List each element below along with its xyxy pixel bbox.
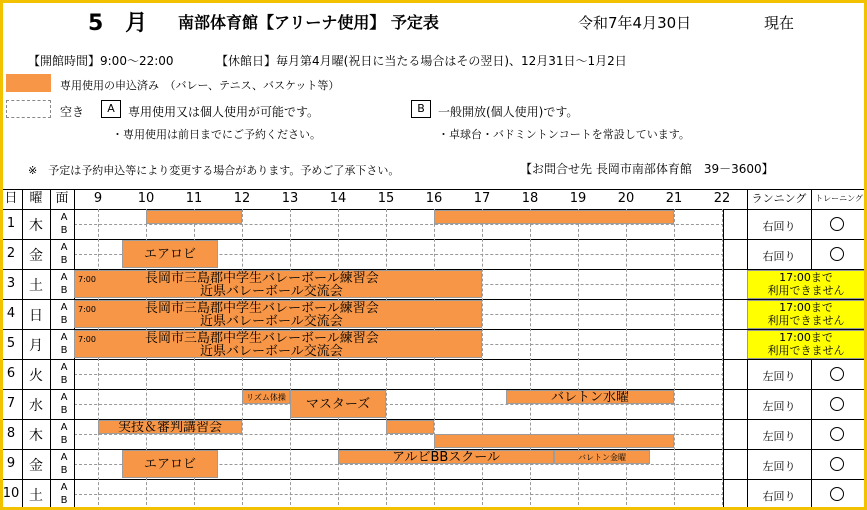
page-title: 南部体育館【アリーナ使用】 予定表 xyxy=(178,13,439,32)
event-start-time: 7:00 xyxy=(78,275,96,284)
training-available-icon xyxy=(830,217,844,231)
opening-hours: 【開館時間】9:00～22:00 xyxy=(28,54,174,68)
running-warning-line1: 17:00まで xyxy=(779,271,833,284)
day-cell: 9 xyxy=(6,456,16,471)
hour-gridline xyxy=(242,209,243,510)
dow-cell: 金 xyxy=(29,458,43,474)
running-warning xyxy=(747,330,865,359)
face-a-label: A xyxy=(60,212,68,223)
hour-gridline xyxy=(530,209,531,510)
legend-booked-swatch xyxy=(6,74,51,92)
event-title-line2: 近県バレーボール交流会 xyxy=(200,284,343,298)
hour-gridline xyxy=(578,209,579,510)
event-title-line1: 長岡市三島郡中学生バレーボール練習会 xyxy=(145,331,379,346)
hour-label: 22 xyxy=(713,191,731,206)
hour-label: 14 xyxy=(329,191,347,206)
dow-cell: 火 xyxy=(29,368,43,384)
legend-a-box: A xyxy=(101,100,121,118)
day-cell: 4 xyxy=(6,306,16,321)
training-available-icon xyxy=(830,397,844,411)
face-a-label: A xyxy=(60,452,68,463)
event-block-volleyball xyxy=(74,300,482,328)
event-title-line1: 長岡市三島郡中学生バレーボール練習会 xyxy=(145,301,379,316)
running-warning-line2: 利用できません xyxy=(767,314,845,327)
legend-a-text: 専用使用又は個人使用が可能です。 xyxy=(128,105,320,119)
as-of-label: 現在 xyxy=(764,14,795,32)
face-b-label: B xyxy=(60,285,68,296)
hour-gridline xyxy=(674,209,675,510)
hour-gridline xyxy=(434,209,435,510)
grid-line xyxy=(0,189,867,190)
face-b-label: B xyxy=(60,255,68,266)
event-title-line2: 近県バレーボール交流会 xyxy=(200,344,343,358)
legend-a-note: ・専用使用は前日までにご予約ください。 xyxy=(112,128,321,141)
legend-b-box: B xyxy=(411,100,431,118)
hour-label: 21 xyxy=(665,191,683,206)
col-header-running: ランニング xyxy=(751,192,807,205)
event-block: エアロビ xyxy=(122,240,218,268)
event-block xyxy=(434,210,674,224)
running-warning xyxy=(747,270,865,299)
col-header-dow: 曜 xyxy=(29,191,43,206)
hour-label: 10 xyxy=(137,191,155,206)
hour-label: 17 xyxy=(473,191,491,206)
dow-cell: 木 xyxy=(29,428,43,444)
hour-label: 16 xyxy=(425,191,443,206)
running-warning-line2: 利用できません xyxy=(767,284,845,297)
legend-empty-swatch xyxy=(6,100,51,118)
month-label: 5 月 xyxy=(88,11,148,36)
grid-line xyxy=(50,189,51,510)
training-available-icon xyxy=(830,367,844,381)
face-a-label: A xyxy=(60,272,68,283)
running-direction: 右回り xyxy=(762,490,796,503)
event-block-volleyball xyxy=(74,330,482,358)
col-header-face: 面 xyxy=(55,191,69,206)
face-a-label: A xyxy=(60,482,68,493)
face-a-label: A xyxy=(60,242,68,253)
running-direction: 左回り xyxy=(762,430,796,443)
event-block: バレトン金曜 xyxy=(554,450,650,464)
day-cell: 6 xyxy=(6,366,16,381)
event-title-line1: 長岡市三島郡中学生バレーボール練習会 xyxy=(145,271,379,286)
training-available-icon xyxy=(830,457,844,471)
notice-text: ※ 予定は予約申込等により変更する場合があります。予めご了承下さい。 xyxy=(28,164,400,177)
event-block: バレトン水曜 xyxy=(506,390,674,404)
dow-cell: 木 xyxy=(29,218,43,234)
face-b-label: B xyxy=(60,435,68,446)
face-a-label: A xyxy=(60,302,68,313)
event-block: リズム体操 xyxy=(242,390,290,404)
running-warning-line2: 利用できません xyxy=(767,344,845,357)
event-block: マスターズ xyxy=(290,390,386,418)
face-b-label: B xyxy=(60,315,68,326)
face-a-label: A xyxy=(60,332,68,343)
face-a-label: A xyxy=(60,392,68,403)
day-cell: 8 xyxy=(6,426,16,441)
running-direction: 左回り xyxy=(762,460,796,473)
face-b-label: B xyxy=(60,465,68,476)
event-start-time: 7:00 xyxy=(78,335,96,344)
event-block: 実技＆審判講習会 xyxy=(98,420,242,434)
day-cell: 2 xyxy=(6,246,16,261)
dow-cell: 水 xyxy=(29,398,43,414)
hour-label: 19 xyxy=(569,191,587,206)
day-cell: 3 xyxy=(6,276,16,291)
event-title-line2: 近県バレーボール交流会 xyxy=(200,314,343,328)
running-direction: 左回り xyxy=(762,400,796,413)
dow-cell: 日 xyxy=(29,308,43,324)
event-block-volleyball xyxy=(74,270,482,298)
face-b-label: B xyxy=(60,345,68,356)
running-warning xyxy=(747,300,865,329)
as-of-date: 令和7年4月30日 xyxy=(578,14,692,32)
hour-gridline xyxy=(290,209,291,510)
hour-label: 15 xyxy=(377,191,395,206)
running-warning-line1: 17:00まで xyxy=(779,331,833,344)
event-start-time: 7:00 xyxy=(78,305,96,314)
running-direction: 右回り xyxy=(762,220,796,233)
schedule-grid xyxy=(0,189,867,510)
col-header-training: トレーニング xyxy=(815,194,863,203)
closed-days: 【休館日】毎月第4月曜(祝日に当たる場合はその翌日)、12月31日～1月2日 xyxy=(216,54,627,68)
face-b-label: B xyxy=(60,375,68,386)
legend-b-note: ・卓球台・バドミントンコートを常設しています。 xyxy=(438,128,690,141)
event-block xyxy=(434,434,674,448)
grid-line xyxy=(723,209,724,510)
day-cell: 7 xyxy=(6,396,16,411)
hour-gridline xyxy=(98,209,99,510)
dow-cell: 土 xyxy=(29,488,43,504)
legend-empty-text: 空き xyxy=(60,105,85,119)
event-block: エアロビ xyxy=(122,450,218,478)
face-b-label: B xyxy=(60,495,68,506)
event-block xyxy=(386,420,434,434)
day-cell: 10 xyxy=(2,486,20,501)
dow-cell: 土 xyxy=(29,278,43,294)
dow-cell: 月 xyxy=(29,338,43,354)
legend-b-text: 一般開放(個人使用)です。 xyxy=(438,105,579,119)
hour-label: 9 xyxy=(93,191,103,206)
day-cell: 5 xyxy=(6,336,16,351)
face-a-label: A xyxy=(60,362,68,373)
col-header-day: 日 xyxy=(4,191,18,206)
grid-line xyxy=(865,189,866,510)
hour-gridline xyxy=(482,209,483,510)
face-a-label: A xyxy=(60,422,68,433)
hour-label: 20 xyxy=(617,191,635,206)
day-cell: 1 xyxy=(6,216,16,231)
face-b-label: B xyxy=(60,405,68,416)
hour-label: 12 xyxy=(233,191,251,206)
face-b-label: B xyxy=(60,225,68,236)
running-warning-line1: 17:00まで xyxy=(779,301,833,314)
training-available-icon xyxy=(830,427,844,441)
hour-label: 11 xyxy=(185,191,203,206)
hour-label: 13 xyxy=(281,191,299,206)
contact-text: 【お問合せ先 長岡市南部体育館 39－3600】 xyxy=(520,162,774,176)
hour-gridline xyxy=(338,209,339,510)
hour-gridline xyxy=(626,209,627,510)
training-available-icon xyxy=(830,487,844,501)
hour-label: 18 xyxy=(521,191,539,206)
running-direction: 左回り xyxy=(762,370,796,383)
hour-gridline xyxy=(386,209,387,510)
dow-cell: 金 xyxy=(29,248,43,264)
running-direction: 右回り xyxy=(762,250,796,263)
event-block: アルビBBスクール xyxy=(338,450,554,464)
legend-booked-text: 専用使用の申込済み （バレー、テニス、バスケット等） xyxy=(60,79,340,92)
training-available-icon xyxy=(830,247,844,261)
event-block xyxy=(146,210,242,224)
